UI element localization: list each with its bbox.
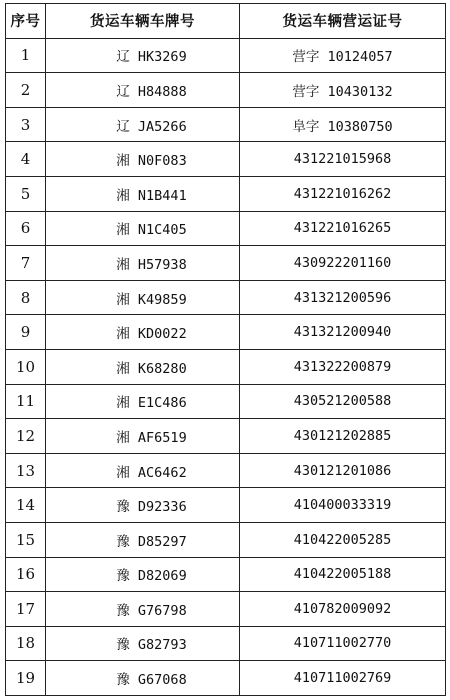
- plate-number-cell: 豫 G67068: [46, 661, 240, 696]
- row-index: 1: [6, 38, 46, 73]
- permit-number-cell: 营字 10430132: [240, 73, 446, 108]
- table-row: [6, 211, 446, 246]
- permit-number-cell: 431221016262: [240, 176, 446, 211]
- table-header: [6, 4, 446, 39]
- row-index: 15: [6, 522, 46, 557]
- row-index: 3: [6, 107, 46, 142]
- plate-number-cell: 豫 D85297: [46, 522, 240, 557]
- permit-number-cell: 430121201086: [240, 453, 446, 488]
- table-row: [6, 246, 446, 281]
- plate-number-cell: 豫 G76798: [46, 592, 240, 627]
- permit-number-cell: 431321200940: [240, 315, 446, 350]
- table-row: [6, 107, 446, 142]
- table-row: [6, 522, 446, 557]
- row-index: 5: [6, 176, 46, 211]
- row-index: 7: [6, 246, 46, 281]
- table-row: [6, 38, 446, 73]
- table-row: [6, 384, 446, 419]
- permit-number-cell: 410400033319: [240, 488, 446, 523]
- permit-number-cell: 营字 10124057: [240, 38, 446, 73]
- table-row: [6, 73, 446, 108]
- permit-number-cell: 431322200879: [240, 349, 446, 384]
- row-index: 6: [6, 211, 46, 246]
- row-index: 4: [6, 142, 46, 177]
- table-row: [6, 349, 446, 384]
- plate-number-cell: 湘 K49859: [46, 280, 240, 315]
- row-index: 19: [6, 661, 46, 696]
- table-row: [6, 176, 446, 211]
- plate-number-cell: 湘 AF6519: [46, 419, 240, 454]
- permit-number-cell: 410711002770: [240, 626, 446, 661]
- table-row: [6, 142, 446, 177]
- table-row: [6, 626, 446, 661]
- row-index: 8: [6, 280, 46, 315]
- plate-number-cell: 湘 N1C405: [46, 211, 240, 246]
- plate-number-cell: 湘 K68280: [46, 349, 240, 384]
- table-row: [6, 453, 446, 488]
- plate-number-cell: 辽 HK3269: [46, 38, 240, 73]
- row-index: 16: [6, 557, 46, 592]
- table-row: [6, 419, 446, 454]
- header-plate-number: 货运车辆车牌号: [46, 4, 240, 39]
- table-row: [6, 280, 446, 315]
- table-row: [6, 488, 446, 523]
- table-row: [6, 557, 446, 592]
- plate-number-cell: 湘 N0F083: [46, 142, 240, 177]
- header-index: 序号: [6, 4, 46, 39]
- permit-number-cell: 410422005188: [240, 557, 446, 592]
- table-body: [6, 38, 446, 695]
- row-index: 18: [6, 626, 46, 661]
- plate-number-cell: 湘 E1C486: [46, 384, 240, 419]
- row-index: 9: [6, 315, 46, 350]
- header-permit-number: 货运车辆营运证号: [240, 4, 446, 39]
- permit-number-cell: 430521200588: [240, 384, 446, 419]
- plate-number-cell: 豫 D92336: [46, 488, 240, 523]
- permit-number-cell: 430121202885: [240, 419, 446, 454]
- permit-number-cell: 431321200596: [240, 280, 446, 315]
- permit-number-cell: 431221015968: [240, 142, 446, 177]
- permit-number-cell: 阜字 10380750: [240, 107, 446, 142]
- row-index: 13: [6, 453, 46, 488]
- row-index: 14: [6, 488, 46, 523]
- plate-number-cell: 辽 JA5266: [46, 107, 240, 142]
- plate-number-cell: 湘 H57938: [46, 246, 240, 281]
- plate-number-cell: 湘 KD0022: [46, 315, 240, 350]
- permit-number-cell: 430922201160: [240, 246, 446, 281]
- plate-number-cell: 辽 H84888: [46, 73, 240, 108]
- permit-number-cell: 431221016265: [240, 211, 446, 246]
- vehicle-table: [5, 3, 446, 696]
- row-index: 12: [6, 419, 46, 454]
- row-index: 2: [6, 73, 46, 108]
- plate-number-cell: 豫 D82069: [46, 557, 240, 592]
- row-index: 10: [6, 349, 46, 384]
- plate-number-cell: 湘 N1B441: [46, 176, 240, 211]
- table-row: [6, 592, 446, 627]
- permit-number-cell: 410711002769: [240, 661, 446, 696]
- table-row: [6, 315, 446, 350]
- permit-number-cell: 410422005285: [240, 522, 446, 557]
- header-row: [6, 4, 446, 39]
- plate-number-cell: 豫 G82793: [46, 626, 240, 661]
- permit-number-cell: 410782009092: [240, 592, 446, 627]
- row-index: 17: [6, 592, 46, 627]
- plate-number-cell: 湘 AC6462: [46, 453, 240, 488]
- table-row: [6, 661, 446, 696]
- row-index: 11: [6, 384, 46, 419]
